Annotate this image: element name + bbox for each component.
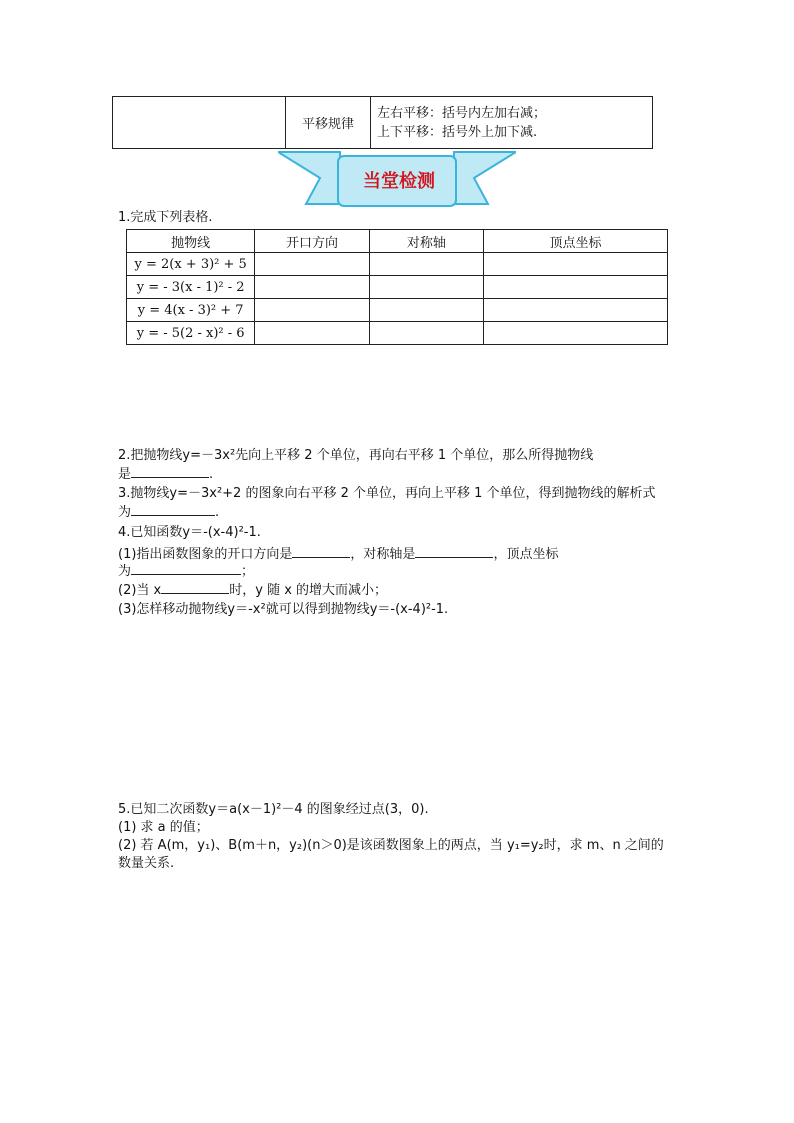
q4-p1-b: ，对称轴是 (350, 547, 416, 562)
rules-label-cell: 平移规律 (286, 97, 371, 149)
question-5-title: 5.已知二次函数y＝a(x－1)²－4 的图象经过点(3，0). (118, 802, 429, 817)
row-4-formula: y = - 5(2 - x)² - 6 (127, 322, 255, 345)
row-4-vertex[interactable] (484, 322, 668, 345)
question-5-part-1: (1) 求 a 的值； (118, 820, 209, 835)
row-1-opening[interactable] (255, 253, 369, 276)
rules-content-cell (371, 97, 653, 149)
question-2-prefix: 是 (118, 467, 132, 482)
row-1-vertex[interactable] (484, 253, 668, 276)
row-2-vertex[interactable] (484, 276, 668, 299)
q4-p2-a: (2)当 x (118, 583, 162, 598)
row-3-opening[interactable] (255, 299, 369, 322)
table-row (127, 299, 668, 322)
opening-direction-blank[interactable] (292, 544, 350, 558)
question-5-part-2-line-1: (2) 若 A(m，y₁)、B(m＋n，y₂)(n＞0)是该函数图象上的两点，当 y₁=y₂时，求 m、n 之间的 (118, 838, 664, 853)
table-row (127, 276, 668, 299)
table-header-row (127, 230, 668, 253)
question-3-line-2: 为 . (118, 502, 219, 521)
q4-p1-a: (1)指出函数图象的开口方向是 (118, 547, 293, 562)
q4-p1-c: ，顶点坐标 (493, 547, 559, 562)
row-2-opening[interactable] (255, 276, 369, 299)
q4-p1-e: ； (241, 564, 255, 579)
rule-horizontal: 左右平移：括号内左加右减； (377, 105, 547, 121)
table-row (127, 322, 668, 345)
x-range-blank[interactable] (161, 580, 229, 594)
q4-p1-d: 为 (118, 564, 132, 579)
header-axis: 对称轴 (369, 230, 483, 253)
header-parabola: 抛物线 (127, 230, 255, 253)
question-3-prefix: 为 (118, 505, 132, 520)
rule-vertical: 上下平移：括号外上加下减. (377, 124, 538, 140)
question-4-part-1-cont (118, 561, 254, 580)
header-vertex: 顶点坐标 (484, 230, 668, 253)
table-row (127, 253, 668, 276)
q4-p2-b: 时，y 随 x 的增大而减小； (229, 583, 388, 598)
question-5-part-2-line-2: 数量关系. (118, 856, 175, 871)
banner-title: 当堂检测 (363, 171, 435, 192)
row-2-formula: y = - 3(x - 1)² - 2 (127, 276, 255, 299)
row-3-axis[interactable] (369, 299, 483, 322)
row-2-axis[interactable] (369, 276, 483, 299)
question-3-line-1: 3.抛物线y=－3x²+2 的图象向右平移 2 个单位，再向上平移 1 个单位，得到抛物线的解析式 (118, 486, 656, 501)
header-opening: 开口方向 (255, 230, 369, 253)
question-4-part-3: (3)怎样移动抛物线y＝-x²就可以得到抛物线y＝-(x-4)²-1. (118, 602, 449, 617)
translation-rules-table (112, 96, 653, 149)
vertex-blank[interactable] (131, 561, 241, 575)
empty-cell (113, 97, 286, 149)
question-3-answer-blank[interactable] (131, 502, 215, 516)
row-4-axis[interactable] (369, 322, 483, 345)
question-4-title: 4.已知函数y＝-(x-4)²-1. (118, 525, 261, 540)
row-3-vertex[interactable] (484, 299, 668, 322)
row-3-formula: y = 4(x - 3)² + 7 (127, 299, 255, 322)
question-4-part-2 (118, 580, 387, 599)
symmetry-axis-blank[interactable] (415, 544, 493, 558)
question-1-text: 1.完成下列表格. (118, 210, 213, 225)
row-1-formula: y = 2(x + 3)² + 5 (127, 253, 255, 276)
question-2-answer-blank[interactable] (131, 464, 209, 478)
parabola-table (126, 229, 668, 345)
row-1-axis[interactable] (369, 253, 483, 276)
question-2-line-1: 2.把抛物线y=－3x²先向上平移 2 个单位，再向右平移 1 个单位，那么所得抛物线 (118, 448, 594, 463)
question-2-line-2: 是 . (118, 464, 213, 483)
row-4-opening[interactable] (255, 322, 369, 345)
